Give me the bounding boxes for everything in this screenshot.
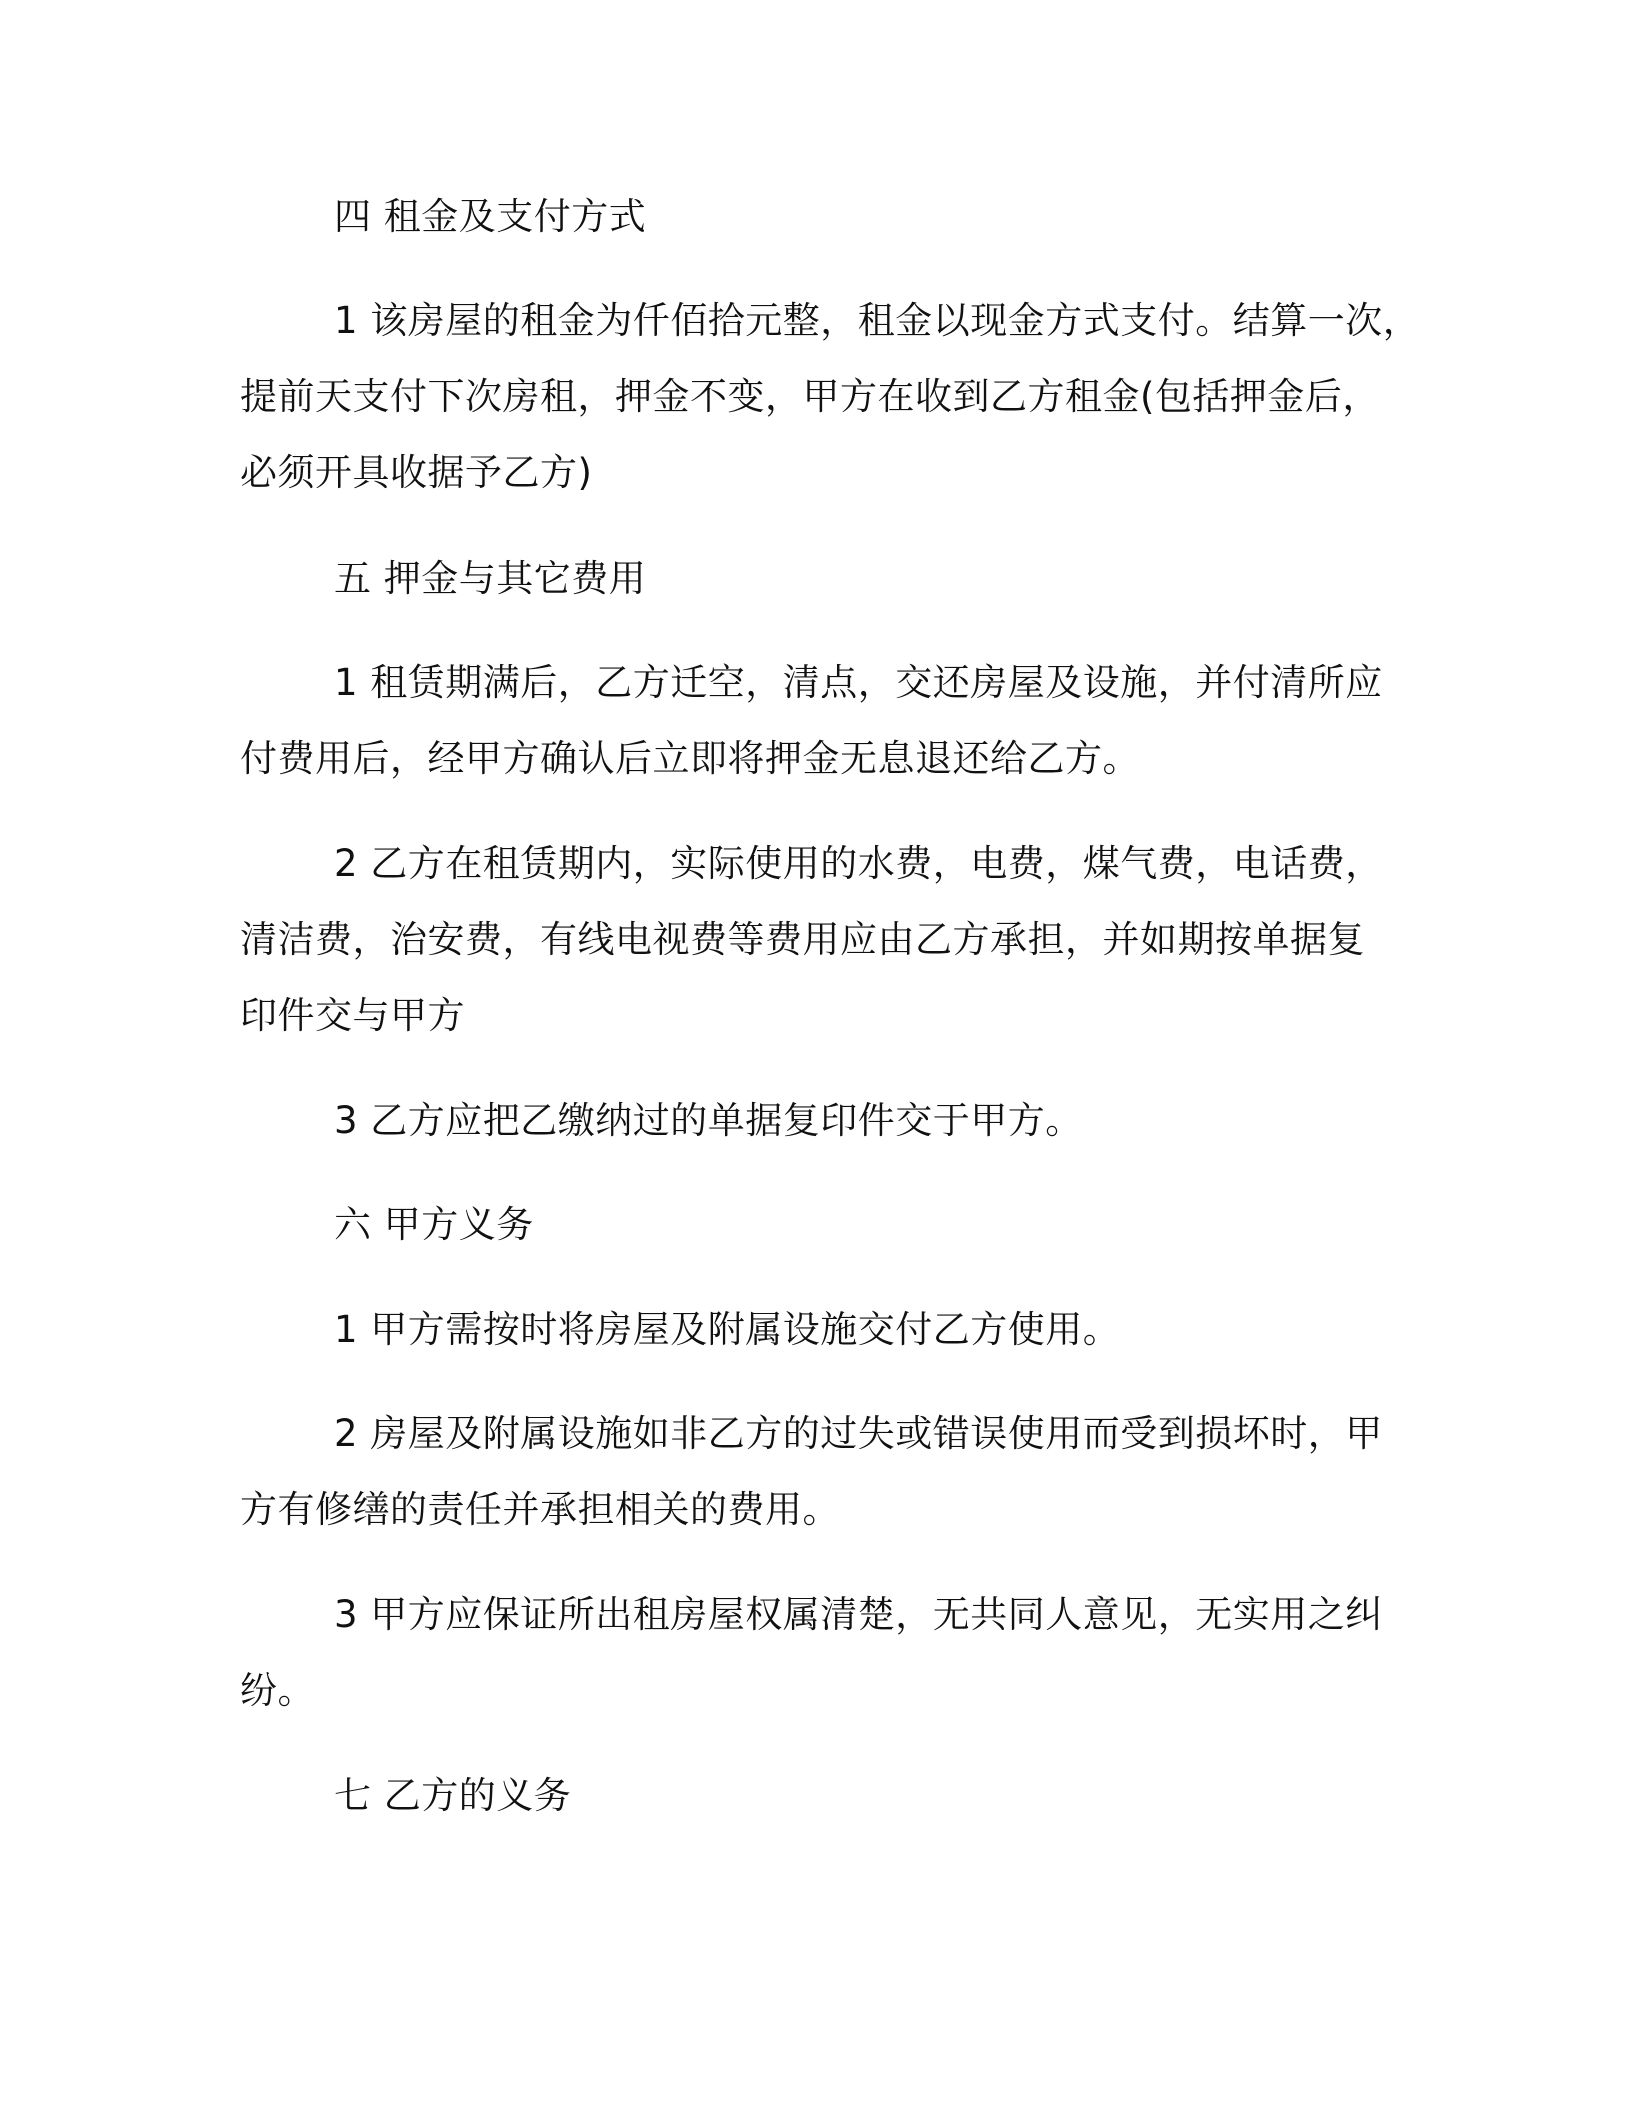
paragraph-line: 2 乙方在租赁期内，实际使用的水费，电费，煤气费，电话费， — [334, 842, 1383, 885]
paragraph-line: 清洁费，治安费，有线电视费等费用应由乙方承担，并如期按单据复 — [240, 918, 1365, 961]
paragraph-line: 必须开具收据予乙方) — [240, 451, 593, 494]
section-heading-7: 七 乙方的义务 — [334, 1774, 572, 1817]
paragraph-line: 付费用后，经甲方确认后立即将押金无息退还给乙方。 — [240, 737, 1140, 780]
paragraph-line: 1 该房屋的租金为仟佰拾元整，租金以现金方式支付。结算一次， — [334, 299, 1421, 342]
paragraph-line: 1 甲方需按时将房屋及附属设施交付乙方使用。 — [334, 1308, 1121, 1351]
section-heading-5: 五 押金与其它费用 — [334, 557, 647, 600]
paragraph-line: 提前天支付下次房租，押金不变，甲方在收到乙方租金(包括押金后， — [240, 375, 1380, 418]
section-heading-6: 六 甲方义务 — [334, 1203, 534, 1246]
paragraph-line: 2 房屋及附属设施如非乙方的过失或错误使用而受到损坏时，甲 — [334, 1412, 1383, 1455]
section-heading-4: 四 租金及支付方式 — [334, 195, 647, 238]
paragraph-line: 3 甲方应保证所出租房屋权属清楚，无共同人意见，无实用之纠 — [334, 1593, 1383, 1636]
paragraph-line: 印件交与甲方 — [240, 994, 465, 1037]
paragraph-line: 1 租赁期满后，乙方迁空，清点，交还房屋及设施，并付清所应 — [334, 661, 1383, 704]
paragraph-line: 3 乙方应把乙缴纳过的单据复印件交于甲方。 — [334, 1099, 1083, 1142]
paragraph-line: 纷。 — [240, 1669, 315, 1712]
paragraph-line: 方有修缮的责任并承担相关的费用。 — [240, 1488, 840, 1531]
